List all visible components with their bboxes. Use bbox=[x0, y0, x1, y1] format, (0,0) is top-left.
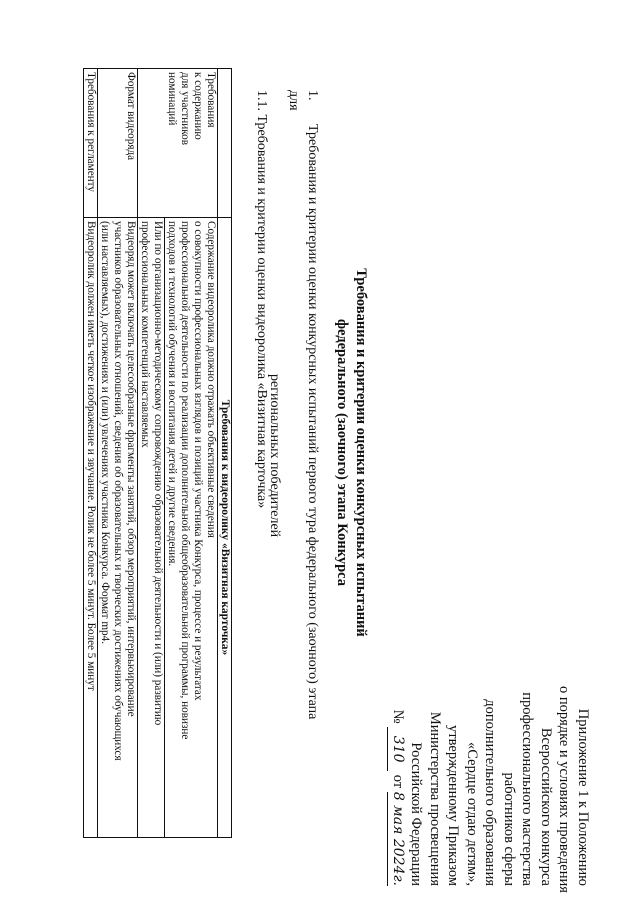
criteria-table bbox=[83, 68, 232, 838]
row-text bbox=[165, 218, 218, 838]
row-label bbox=[98, 69, 138, 218]
table-header-empty-cell bbox=[218, 69, 232, 218]
row-text bbox=[98, 218, 138, 838]
row-label-line: Требования к регламенту bbox=[85, 72, 97, 192]
row-text-line: о совокупности профессиональных взглядов и позиций участника Конкурса, процессе и результатах bbox=[192, 221, 204, 701]
number-sign: № bbox=[390, 709, 406, 724]
table-row bbox=[165, 69, 218, 838]
row-text-line: (или наставляемых), достижениях и (или) увлечениях участника Конкурса. Формат mp4. bbox=[99, 221, 111, 645]
order-number: 310 bbox=[388, 727, 408, 771]
appendix-line: Приложение 1 к Положению bbox=[575, 708, 591, 886]
row-label-line: для участников bbox=[179, 72, 191, 145]
section-text-continued: региональных победителей bbox=[267, 374, 282, 538]
title-line-1: Требования и критерии оценки конкурсных испытаний bbox=[353, 268, 369, 637]
row-label-line: Формат видеоряда bbox=[125, 72, 137, 161]
appendix-line: дополнительного образования bbox=[482, 699, 499, 886]
row-text-line: Содержание видеоролика должно отражать объективные сведения bbox=[205, 221, 217, 538]
appendix-line: утвержденному Приказом bbox=[445, 725, 462, 886]
section-heading bbox=[265, 90, 322, 730]
row-text bbox=[138, 218, 165, 838]
appendix-line: работников сферы bbox=[501, 772, 517, 886]
row-text bbox=[84, 218, 98, 838]
order-date: 8 мая 2024г. bbox=[388, 792, 408, 886]
table-row bbox=[84, 69, 98, 838]
order-number-line bbox=[388, 686, 408, 886]
document-title bbox=[332, 0, 370, 905]
appendix-line: Министерства просвещения bbox=[427, 711, 443, 886]
row-label-line: Требования bbox=[205, 72, 217, 128]
row-text-line: Или по организационно-методическому сопровождению образовательной деятельности и (или) развитию bbox=[152, 221, 164, 726]
table-row bbox=[98, 69, 138, 838]
row-label-line: к содержанию bbox=[192, 72, 204, 140]
appendix-header bbox=[388, 686, 593, 893]
row-label-line: номинаций bbox=[166, 72, 178, 126]
appendix-line: профессионального мастерства bbox=[519, 692, 536, 886]
row-text-line: Видеоролик должен иметь четкое изображение и звучание. Ролик не более 5 минут. Более 5 минут bbox=[85, 221, 97, 691]
section-number: 1. bbox=[305, 90, 320, 101]
row-text-line: профессиональных компетенций наставляемых bbox=[139, 221, 151, 448]
row-text-line: Видеоряд может включать целесообразные фрагменты занятий, обзор мероприятий, интервьюирование bbox=[125, 221, 137, 717]
table-header: Требования к видеоролику «Визитная карточка» bbox=[218, 218, 232, 838]
title-line-2: федерального (заочного) этапа Конкурса bbox=[334, 318, 350, 587]
section-text: Требования и критерии оценки конкурсных испытаний первого тура федерального (заочного) этапа для bbox=[286, 90, 320, 720]
appendix-line: Всероссийского конкурса bbox=[538, 727, 554, 886]
row-text-line: подходов и технологий обучения и воспитания детей и другие сведения. bbox=[166, 221, 178, 567]
appendix-line: о порядке и условиях проведения bbox=[556, 686, 573, 893]
subsection-heading: 1.1. Требования и критерии оценки видеоролика «Визитная карточка» bbox=[254, 90, 269, 509]
table-header-row bbox=[218, 69, 232, 838]
appendix-line: Российской Федерации bbox=[408, 742, 425, 886]
row-text-line: профессиональной деятельности по реализации дополнительной общеобразовательной программы, новизне bbox=[179, 221, 191, 740]
row-label bbox=[84, 69, 98, 218]
row-label bbox=[138, 69, 218, 218]
date-prefix: от bbox=[390, 774, 406, 789]
appendix-line: «Сердце отдаю детям», bbox=[464, 742, 480, 886]
row-text-line: участников образовательных отношений, сведения об образовательных и творческих достижениях обучающихся bbox=[112, 221, 124, 761]
